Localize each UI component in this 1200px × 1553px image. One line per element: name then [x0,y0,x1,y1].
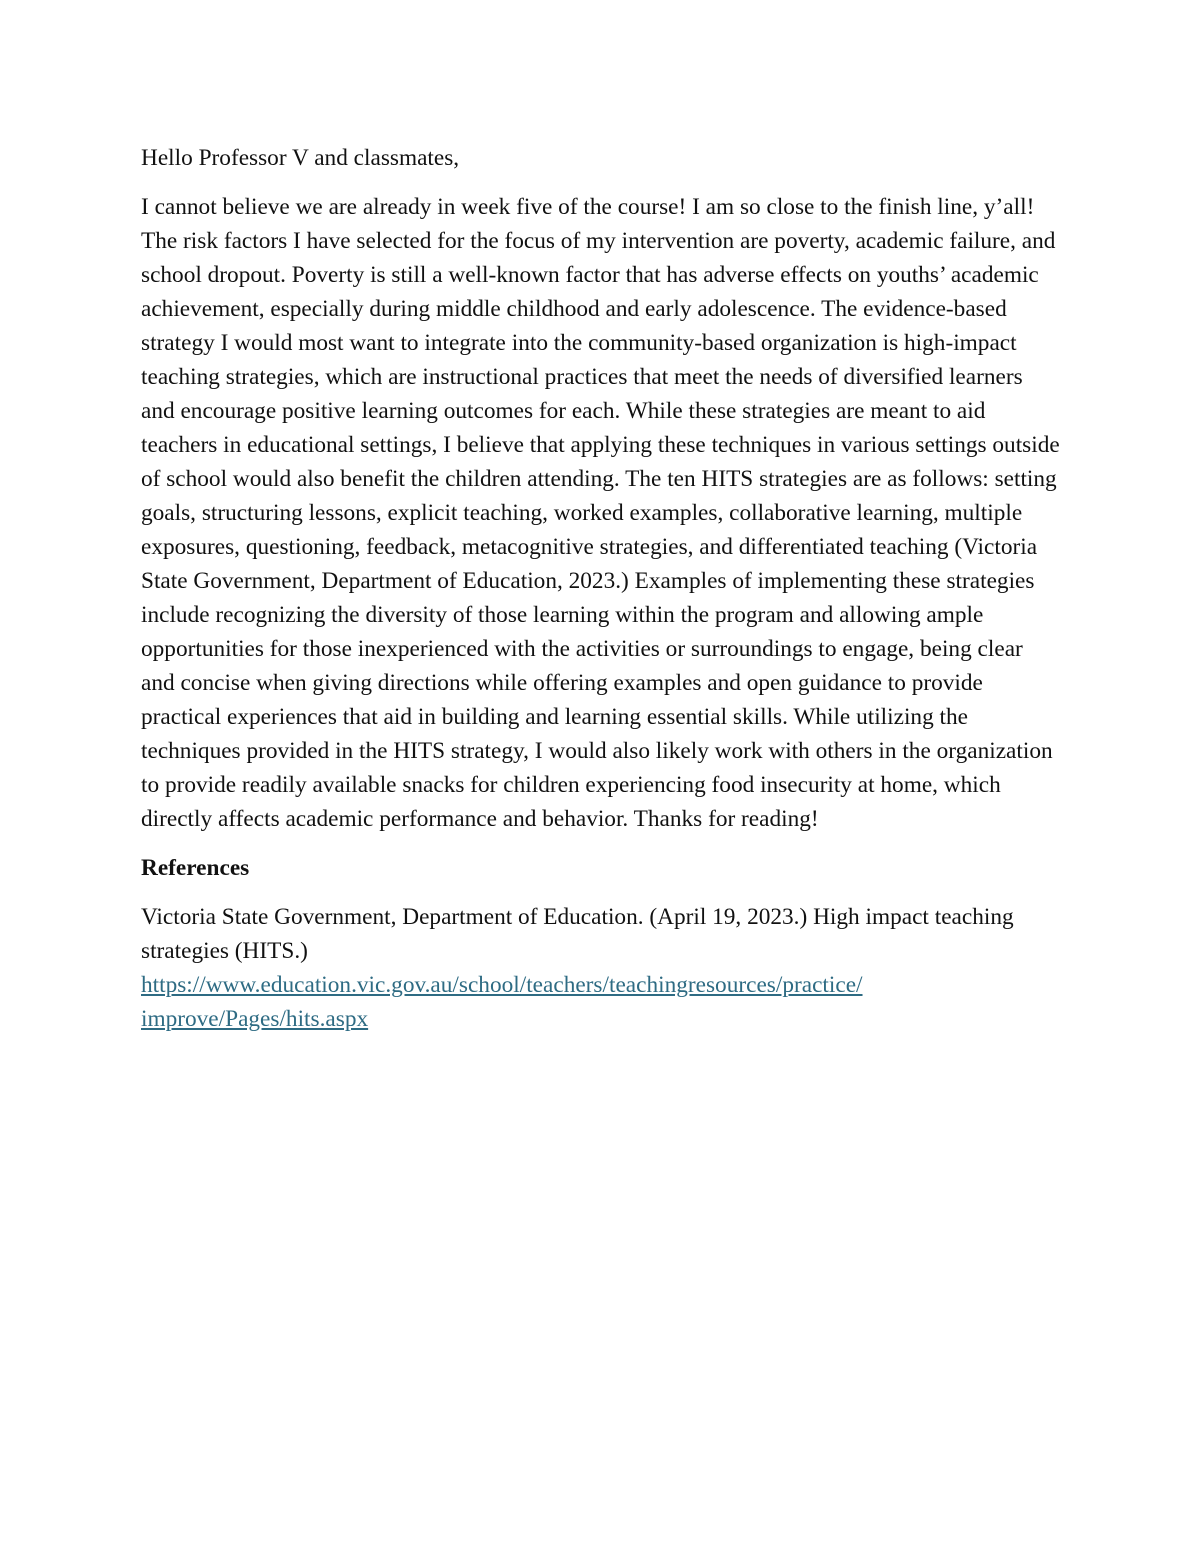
reference-citation: Victoria State Government, Department of Education. (April 19, 2023.) High impact teaching strategies (HITS.) [141,904,1014,964]
reference-entry [141,900,1061,1036]
document-content [141,141,1061,1036]
references-heading: References [141,855,250,881]
reference-link[interactable] [141,972,863,1032]
reference-link-line-1[interactable]: https://www.education.vic.gov.au/school/teachers/teachingresources/practice/ [141,972,863,998]
body-paragraph: I cannot believe we are already in week five of the course! I am so close to the finish line, y’all! The risk factors I have selected for the focus of my intervention are poverty, academic failure, and school dropout. Poverty is still a well-known factor that has adverse effects on youths’ academic achievement, especially during middle childhood and early adolescence. The evidence-based strategy I would most want to integrate into the community-based organization is high-impact teaching strategies, which are instructional practices that meet the needs of diversified learners and encourage positive learning outcomes for each. While these strategies are meant to aid teachers in educational settings, I believe that applying these techniques in various settings outside of school would also benefit the children attending. The ten HITS strategies are as follows: setting goals, structuring lessons, explicit teaching, worked examples, collaborative learning, multiple exposures, questioning, feedback, metacognitive strategies, and differentiated teaching (Victoria State Government, Department of Education, 2023.) Examples of implementing these strategies include recognizing the diversity of those learning within the program and allowing ample opportunities for those inexperienced with the activities or surroundings to engage, being clear and concise when giving directions while offering examples and open guidance to provide practical experiences that aid in building and learning essential skills. While utilizing the techniques provided in the HITS strategy, I would also likely work with others in the organization to provide readily available snacks for children experiencing food insecurity at home, which directly affects academic performance and behavior. Thanks for reading! [141,194,1060,832]
greeting: Hello Professor V and classmates, [141,145,460,171]
reference-link-line-2[interactable]: improve/Pages/hits.aspx [141,1006,369,1032]
